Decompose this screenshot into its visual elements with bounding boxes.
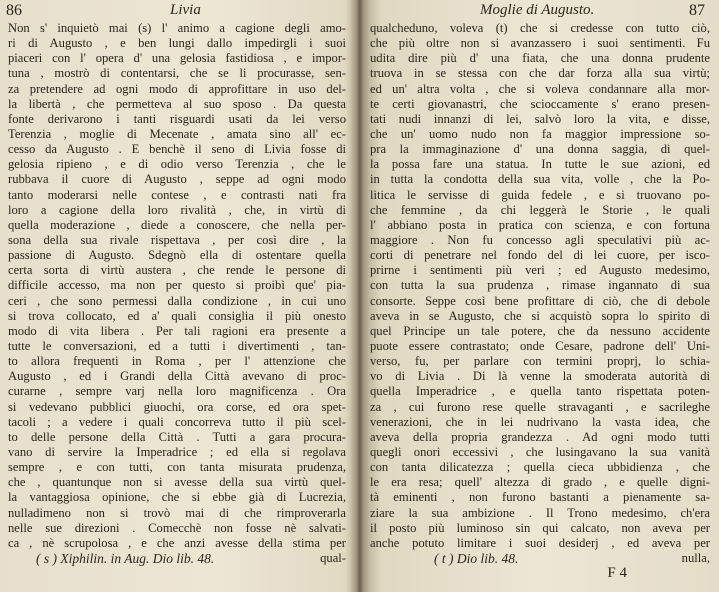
text-line: qual- <box>320 550 346 565</box>
text-line: quegli onori eccessivi , che lusingavano la sua vanità <box>370 444 710 459</box>
text-line: truova in se stessa con che dar forza alla sua virtù; <box>370 66 710 81</box>
right-page-body <box>370 21 710 566</box>
text-line: ziare la sua ambizione . Il Trono medesimo, ch'era <box>370 505 710 520</box>
text-line: gelosia ripieno , e di odio verso Terenzia , che le <box>8 157 346 172</box>
text-line: che , quantunque non si avesse della sua virtù quel- <box>8 475 346 490</box>
text-line: ri di Augusto , e ben lungi dallo impedirgli i suoi <box>8 36 346 51</box>
text-line: sempre , e con tutti, con tanta misurata prudenza, <box>8 460 346 475</box>
text-line: che femmine , da chi leggerà le Storie , le quali <box>370 202 710 217</box>
text-line: si trova collocato, ed a' quali consiglia il più onesto <box>8 308 346 323</box>
text-line: Terenzia , moglie di Mecenate , amata sino all' ec- <box>8 126 346 141</box>
text-line: vano di servire la Imperadrice ; ed ella si regolava <box>8 444 346 459</box>
signature-mark: F 4 <box>607 565 627 581</box>
text-line: nelle sue direzioni . Comecchè non fosse nè salvati- <box>8 520 346 535</box>
text-line: Augusto , ed i Grandi della Città avevano di proc- <box>8 369 346 384</box>
text-line: quel Principe un tale potere, che da nessuno accidente <box>370 323 710 338</box>
text-line: sona della sua rivale rispettava , per così dire , la <box>8 232 346 247</box>
text-line: anche potuto limitare i suoi desiderj , ed aveva per <box>370 535 710 550</box>
book-gutter <box>350 0 370 592</box>
text-line: difficile accesso, ma non per questo si proibì que' pia- <box>8 278 346 293</box>
text-line: l' abbiano posta in pratica con scienza, e con fortuna <box>370 217 710 232</box>
text-line: litica le servisse di guida fedele , e si truovano po- <box>370 187 710 202</box>
text-line: tuna , mostrò di contentarsi, che se li procurasse, sen- <box>8 66 346 81</box>
text-line: maggiore . Non fu concesso agli speculativi più ac- <box>370 232 710 247</box>
left-footnote: ( s ) Xiphilin. in Aug. Dio lib. 48. <box>36 551 215 566</box>
text-line: te certi giovanastri, che scioccamente s' erano presen- <box>370 96 710 111</box>
text-line: vo di Livia . Di là venne la smoderata autorità di <box>370 369 710 384</box>
left-page-body <box>8 21 346 566</box>
text-line: la vantaggiosa opinione, che si ebbe già di Lucrezia, <box>8 490 346 505</box>
text-line: tutte le conversazioni, ed a tutti i divertimenti , tan- <box>8 338 346 353</box>
text-line: to delle persone della Città . Tutti a gara procura- <box>8 429 346 444</box>
text-line: con tanta dilicatezza ; quella cieca ubbidienza , che <box>370 460 710 475</box>
left-running-head: Livia <box>170 2 201 18</box>
right-page <box>360 0 719 592</box>
text-line: tati nudi innanzi di lei, salvò loro la vita, e disse, <box>370 111 710 126</box>
text-line: che un' uomo nudo non fa maggior impressione so- <box>370 126 710 141</box>
text-line: piaceri con l' opera d' una gelosia fastidiosa , e impor- <box>8 51 346 66</box>
text-line: pra la immaginazione d' una donna saggia, di quel- <box>370 142 710 157</box>
left-page-header <box>0 0 356 22</box>
text-line: corti di penetrare nel fondo del di lei cuore, per isco- <box>370 248 710 263</box>
text-line: ed un' altra volta , che si voleva condannare alla mor- <box>370 81 710 96</box>
text-line: to allora frequenti in Roma , per l' attenzione che <box>8 354 346 369</box>
text-line: ceri , che sono permessi dalla condizione , in cui uno <box>8 293 346 308</box>
right-page-number: 87 <box>689 2 705 19</box>
text-line: aveva in se Augusto, che si acquistò sopra lo spirito di <box>370 308 710 323</box>
text-line: za pretendere ad ogni modo di approfittare in uso del- <box>8 81 346 96</box>
right-footnote: ( t ) Dio lib. 48. <box>434 551 519 566</box>
right-page-header <box>360 0 719 22</box>
text-line: Non s' inquietò mai (s) l' animo a cagione degli amo- <box>8 21 346 35</box>
text-line: rubbava il cuore di Augusto , seppe ad ogni modo <box>8 172 346 187</box>
text-line: la libertà , che permetteva al suo sposo . Da questa <box>8 96 346 111</box>
text-line: con tutta la sua prudenza , rimase ingannato di sua <box>370 278 710 293</box>
text-line: ca , nè scrupolosa , e che anzi avesse della stima per <box>8 535 346 550</box>
left-page-number: 86 <box>6 2 22 19</box>
text-line: prirne i sentimenti più veri ; ed Augusto medesimo, <box>370 263 710 278</box>
text-line: quella Imperadrice , e quella tanto rispettata poten- <box>370 384 710 399</box>
right-running-head: Moglie di Augusto. <box>480 2 595 18</box>
text-line: si vedevano pubblici giuochi, ora corse, ed ora spet- <box>8 399 346 414</box>
text-line: tanto moderarsi nelle contese , e contrasti nati fra <box>8 187 346 202</box>
text-line: le era resa; quell' altezza di grado , e quelle digni- <box>370 475 710 490</box>
text-line: qualcheduno, voleva (t) che si credesse con tutto ciò, <box>370 21 710 35</box>
text-line: fonte derivarono i tanti risguardi usati da lei verso <box>8 111 346 126</box>
text-line: nulladimeno non si trovò mai di che rimproverarla <box>8 505 346 520</box>
text-line: verso, fu, per parlare con termini proprj, lo schia- <box>370 354 710 369</box>
text-line: in tutta la condotta della sua vita, volle , che la Po- <box>370 172 710 187</box>
text-line: loro a cagione della loro rivalità , che, in virtù di <box>8 202 346 217</box>
text-line: passione di Augusto. Sdegnò ella di ostentare quella <box>8 248 346 263</box>
text-line: consorte. Seppe così bene profittare di ciò, che di debole <box>370 293 710 308</box>
text-line: curarne , sempre varj nella loro magnificenza . Ora <box>8 384 346 399</box>
left-page <box>0 0 356 592</box>
text-line: tà eminenti , non furono bastanti a pienamente sa- <box>370 490 710 505</box>
text-line: tacoli ; a vedere i quali concorreva tutto il più scel- <box>8 414 346 429</box>
text-line: nulla, <box>681 550 710 565</box>
text-line: certa sorta di virtù austera , che rende le persone di <box>8 263 346 278</box>
text-line: udita dire più d' una fiata, che una donna prudente <box>370 51 710 66</box>
text-line: modo di vita libera . Per tali ragioni era presente a <box>8 323 346 338</box>
text-line: cesso da Augusto . E benchè il seno di Livia fosse di <box>8 142 346 157</box>
text-line: puote essere contrastato; onde Cesare, padrone dell' Uni- <box>370 338 710 353</box>
text-line: za , cui furono rese quelle stravaganti , e sacrileghe <box>370 399 710 414</box>
text-line: venerazioni, che in lei nudrivano la vasta idea, che <box>370 414 710 429</box>
text-line: la possa fare una statua. In tutte le sue azioni, ed <box>370 157 710 172</box>
text-line: quella moderazione , diede a conoscere, che nella per- <box>8 217 346 232</box>
text-line: che più oltre non si avanzassero i suoi sentimenti. Fu <box>370 36 710 51</box>
text-line: aveva della propria grandezza . Ad ogni modo tutti <box>370 429 710 444</box>
text-line: il posto più luminoso sin qui calcato, non aveva per <box>370 520 710 535</box>
